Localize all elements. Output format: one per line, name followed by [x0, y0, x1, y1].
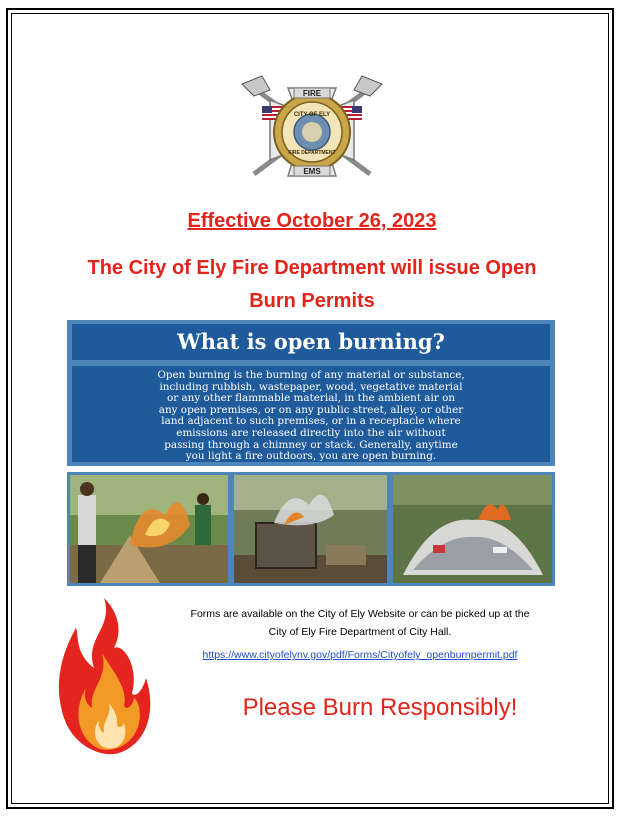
forms-line-2: City of Ely Fire Department of City Hall. [268, 626, 452, 638]
effective-date-heading: Effective October 26, 2023 [187, 210, 437, 232]
banner-body-line: emissions are released directly into the air without [176, 426, 446, 439]
open-burning-banner [67, 320, 555, 466]
flame-icon [54, 598, 154, 758]
logo-top-text: FIRE [302, 89, 322, 98]
forms-availability-text [160, 605, 560, 641]
photo-strip [67, 472, 555, 586]
slogan: Please Burn Responsibly! [242, 694, 518, 721]
photo-trash-pile-burning [393, 475, 552, 583]
fire-department-logo [232, 70, 392, 190]
banner-body-line: land adjacent to such premises, or in a receptacle where [161, 415, 461, 428]
photo-people-burning-brush [70, 475, 228, 583]
headline-line-2: Burn Permits [249, 290, 375, 312]
logo-city-text: CITY OF ELY [293, 112, 331, 118]
headline [60, 252, 564, 318]
banner-body-line: or any other flammable material, in the ambient air on [166, 392, 456, 405]
banner-body-bar [72, 366, 550, 462]
banner-body-line: you light a fire outdoors, you are open burning. [185, 450, 437, 463]
banner-title-bar [72, 324, 550, 360]
banner-body-line: Open burning is the burning of any material or substance, [157, 369, 465, 381]
logo-bottom-text: EMS [303, 167, 321, 176]
banner-body-line: any open premises, or on any public street, alley, or other [158, 403, 464, 416]
photo-burn-barrel [234, 475, 387, 583]
logo-dept-text: FIRE DEPARTMENT [288, 150, 336, 156]
banner-body-line: including rubbish, wastepaper, wood, vegetative material [159, 380, 463, 393]
open-burn-permit-link[interactable]: https://www.cityofelynv.gov/pdf/Forms/Cityofely_openburnpermit.pdf [202, 649, 518, 661]
headline-line-1: The City of Ely Fire Department will issue Open [87, 257, 537, 279]
banner-body [80, 370, 542, 463]
banner-body-line: passing through a chimney or stack. Generally, anytime [164, 438, 458, 451]
forms-line-1: Forms are available on the City of Ely Website or can be picked up at the [190, 608, 530, 620]
banner-title: What is open burning? [177, 329, 445, 354]
